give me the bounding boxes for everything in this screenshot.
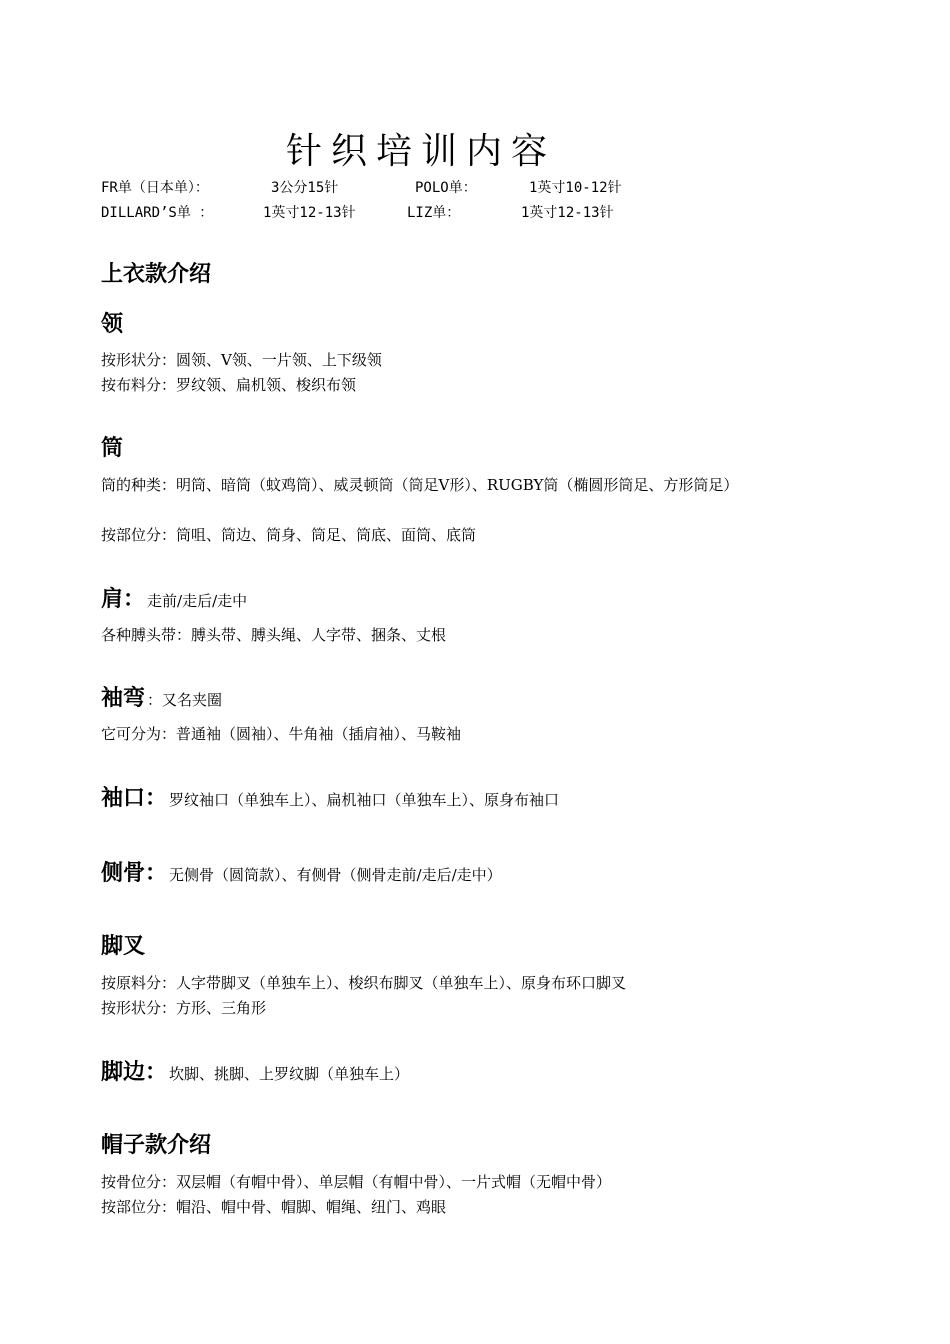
armhole-line-1: 它可分为：普通袖（圆袖）、牛角袖（插肩袖）、马鞍袖 xyxy=(101,725,462,743)
armhole-inline-text: ：又名夹圈 xyxy=(147,691,223,709)
collar-heading: 领 xyxy=(101,312,124,337)
armhole-heading xyxy=(101,685,222,714)
hem-heading xyxy=(101,1059,409,1088)
hem-inline-text: 坎脚、挑脚、上罗纹脚（单独车上） xyxy=(169,1065,410,1083)
placket-line-1: 筒的种类：明筒、暗筒（蚊鸡筒）、威灵顿筒（筒足V形）、RUGBY筒（椭圆形筒足、方形筒足） xyxy=(101,476,739,494)
collar-line-1: 按形状分：圆领、V领、一片领、上下级领 xyxy=(101,351,382,369)
shoulder-line-1: 各种膊头带：膊头带、膊头绳、人字带、捆条、丈根 xyxy=(101,626,447,644)
vent-heading: 脚叉 xyxy=(101,934,146,959)
hat-heading: 帽子款介绍 xyxy=(101,1133,212,1158)
side-seam-heading-text: 侧骨： xyxy=(101,861,168,886)
side-seam-heading xyxy=(101,860,502,889)
vent-line-2: 按形状分：方形、三角形 xyxy=(101,999,267,1017)
cuff-heading xyxy=(101,785,559,814)
hat-line-2: 按部位分：帽沿、帽中骨、帽脚、帽绳、纽门、鸡眼 xyxy=(101,1198,447,1216)
collar-line-2: 按布料分：罗纹领、扁机领、梭织布领 xyxy=(101,376,357,394)
vent-line-1: 按原料分：人字带脚叉（单独车上）、梭织布脚叉（单独车上）、原身布环口脚叉 xyxy=(101,974,627,992)
spec-dillards-value: 1英寸12-13针 xyxy=(263,205,356,221)
spec-polo-value: 1英寸10-12针 xyxy=(529,180,622,196)
spec-liz-label: LIZ单： xyxy=(407,205,461,221)
document-title: 针织培训内容 xyxy=(285,131,556,172)
cuff-inline-text: 罗纹袖口（单独车上）、扁机袖口（单独车上）、原身布袖口 xyxy=(169,791,560,809)
spec-dillards-label: DILLARD’S单 ： xyxy=(101,205,214,221)
spec-polo-label: POLO单： xyxy=(415,180,477,196)
spec-fr-label: FR单（日本单）： xyxy=(101,180,209,196)
shoulder-heading xyxy=(101,586,247,615)
spec-liz-value: 1英寸12-13针 xyxy=(521,205,614,221)
placket-heading: 筒 xyxy=(101,436,124,461)
hat-line-1: 按骨位分：双层帽（有帽中骨）、单层帽（有帽中骨）、一片式帽（无帽中骨） xyxy=(101,1173,612,1191)
spec-fr-value: 3公分15针 xyxy=(271,180,339,196)
cuff-heading-text: 袖口： xyxy=(101,786,168,811)
placket-line-2: 按部位分：筒咀、筒边、筒身、筒足、筒底、面筒、底筒 xyxy=(101,526,477,544)
side-seam-inline-text: 无侧骨（圆筒款）、有侧骨（侧骨走前/走后/走中） xyxy=(169,866,502,884)
hem-heading-text: 脚边： xyxy=(101,1060,168,1085)
shoulder-inline-text: 走前/走后/走中 xyxy=(147,592,248,610)
shoulder-heading-text: 肩： xyxy=(101,587,146,612)
top-intro-heading: 上衣款介绍 xyxy=(101,262,212,287)
armhole-heading-text: 袖弯 xyxy=(101,686,146,711)
